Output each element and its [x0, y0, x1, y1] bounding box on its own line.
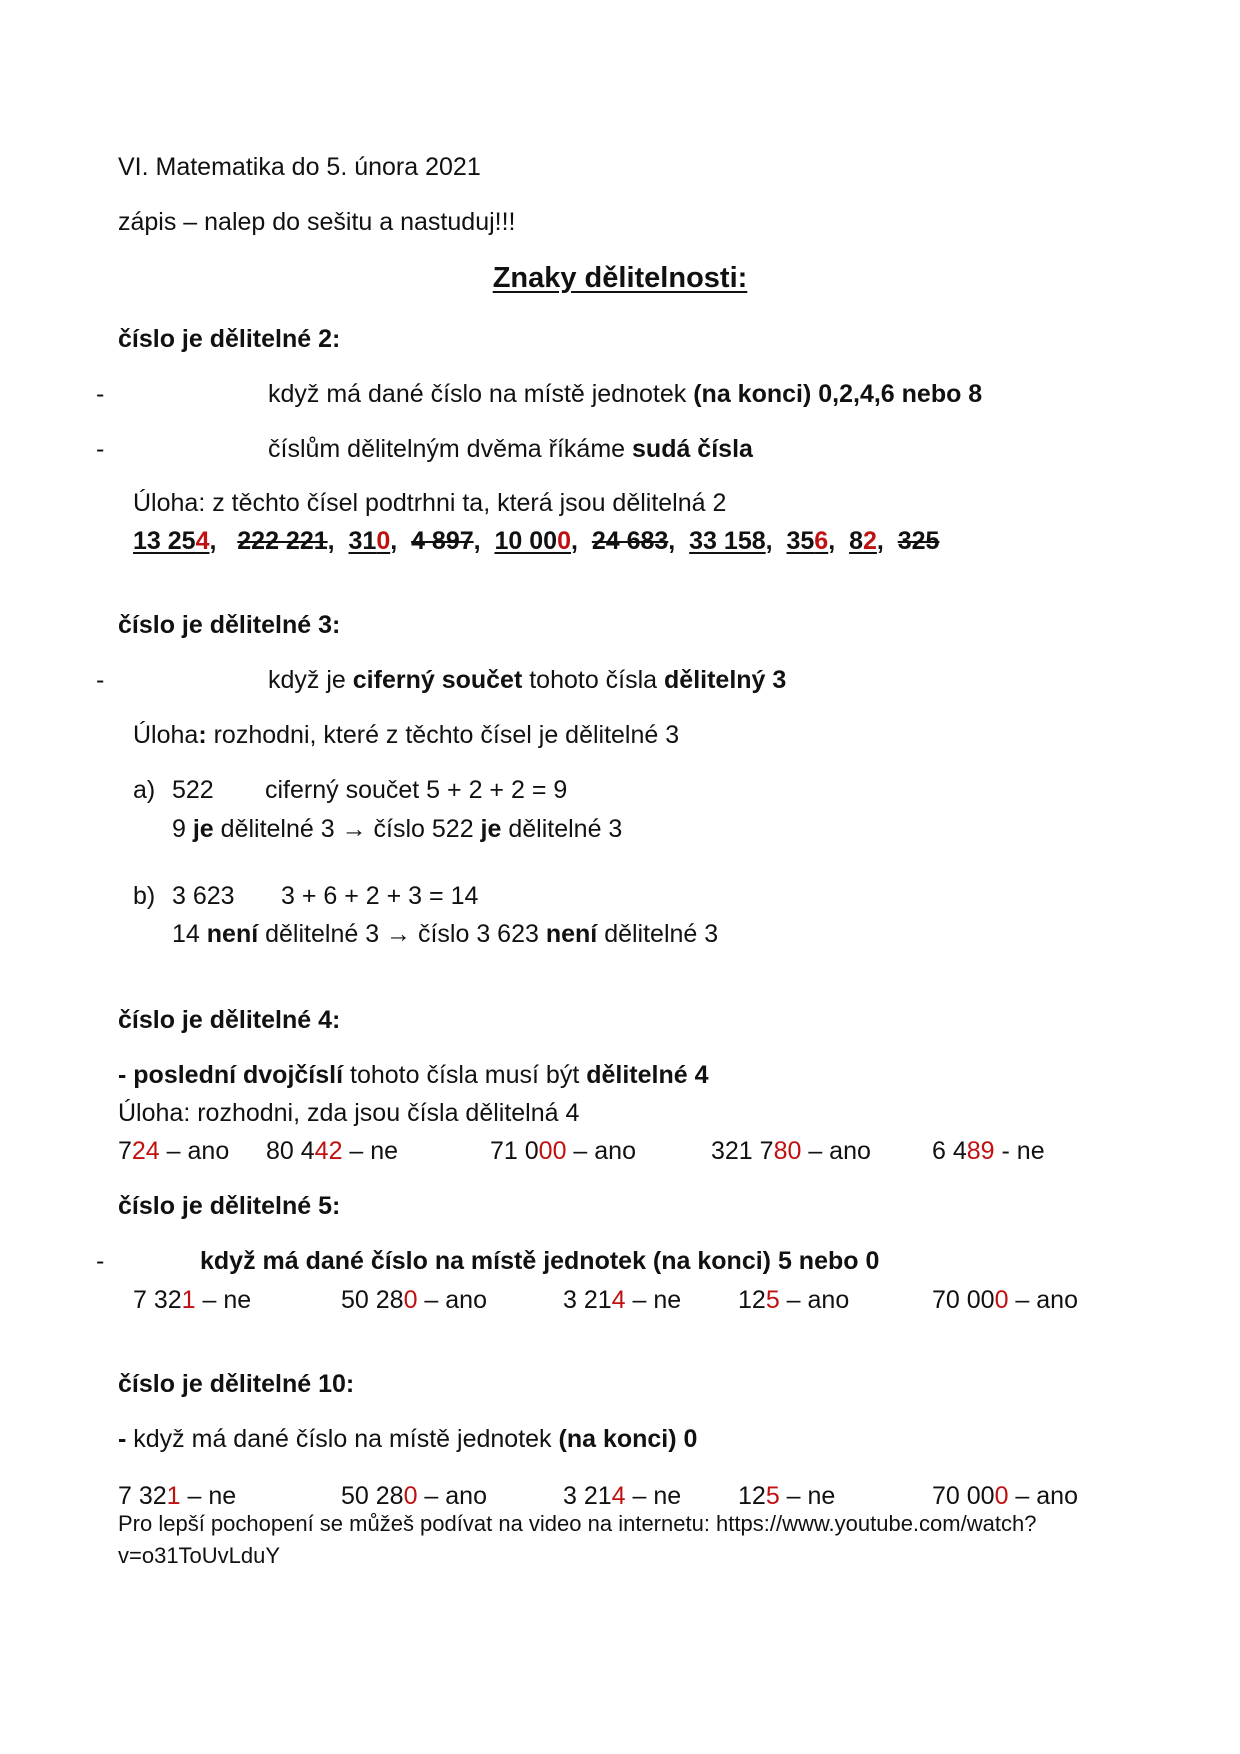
highlighted-digits: 1	[166, 1482, 181, 1510]
section-heading-3: číslo je dělitelné 3:	[118, 611, 341, 639]
last-digit: 2	[862, 527, 877, 555]
task-text: Úloha: rozhodni, které z těchto čísel je dělitelné 3	[133, 721, 680, 749]
example-a-number: 522	[172, 776, 214, 804]
last-digit: 6	[814, 527, 829, 555]
highlighted-digits: 5	[765, 1286, 780, 1314]
highlighted-digits: 1	[181, 1286, 196, 1314]
example-b-number: 3 623	[172, 882, 235, 910]
separator: ,	[876, 527, 884, 555]
separator: ,	[327, 527, 335, 555]
instruction-line: zápis – nalep do sešitu a nastuduj!!!	[118, 208, 516, 236]
last-digit: 0	[557, 527, 571, 555]
number-item: 13 254	[133, 527, 210, 555]
example-b-label: b)	[133, 882, 156, 910]
section-heading-2: číslo je dělitelné 2:	[118, 325, 341, 353]
answer-item: 50 280 – ano	[341, 1482, 487, 1510]
separator: ,	[390, 527, 398, 555]
example-a-result: 9 je dělitelné 3 → číslo 522 je dělitelné 3	[172, 815, 623, 843]
highlighted-digits: 0	[403, 1286, 418, 1314]
answer-item: 7 321 – ne	[118, 1482, 237, 1510]
last-digit: 0	[376, 527, 391, 555]
page-title: Znaky dělitelnosti:	[492, 262, 748, 294]
last-digit: 4	[195, 527, 210, 555]
highlighted-digits: 42	[314, 1137, 343, 1165]
highlighted-digits: 0	[403, 1482, 418, 1510]
separator: ,	[570, 527, 578, 555]
number-item: 33 158	[689, 527, 766, 555]
section-heading-4: číslo je dělitelné 4:	[118, 1006, 341, 1034]
rule-text: když má dané číslo na místě jednotek (na konci) 5 nebo 0	[200, 1247, 880, 1275]
highlighted-digits: 4	[611, 1482, 626, 1510]
rule-text: číslům dělitelným dvěma říkáme sudá čísla	[268, 435, 753, 463]
task-text: Úloha: rozhodni, zda jsou čísla dělitelná 4	[118, 1099, 580, 1127]
answer-item: 321 780 – ano	[711, 1137, 871, 1165]
highlighted-digits: 0	[994, 1286, 1009, 1314]
number-list	[133, 525, 939, 557]
rule-text: když má dané číslo na místě jednotek (na konci) 0,2,4,6 nebo 8	[268, 380, 983, 408]
number-item: 310	[348, 527, 391, 555]
answer-item: 7 321 – ne	[133, 1286, 252, 1314]
separator: ,	[828, 527, 836, 555]
answer-item: 125 – ano	[738, 1286, 850, 1314]
answer-item: 80 442 – ne	[266, 1137, 399, 1165]
bullet-dash: -	[96, 435, 105, 463]
separator: ,	[209, 527, 217, 555]
example-a-label: a)	[133, 776, 156, 804]
header-line: VI. Matematika do 5. února 2021	[118, 153, 481, 181]
number-item: 24 683	[591, 527, 669, 555]
highlighted-digits: 5	[765, 1482, 780, 1510]
bullet-dash: -	[96, 666, 105, 694]
example-b-result: 14 není dělitelné 3 → číslo 3 623 není dělitelné 3	[172, 920, 719, 948]
answer-item: 125 – ne	[738, 1482, 836, 1510]
number-item: 82	[849, 527, 877, 555]
answer-item: 50 280 – ano	[341, 1286, 487, 1314]
number-item: 325	[897, 527, 940, 555]
number-item: 222 221	[237, 527, 328, 555]
example-a-sum: ciferný součet 5 + 2 + 2 = 9	[265, 776, 568, 804]
rule-text: - poslední dvojčíslí tohoto čísla musí být dělitelné 4	[118, 1061, 709, 1089]
answer-item: 70 000 – ano	[932, 1286, 1078, 1314]
number-item: 4 897	[411, 527, 474, 555]
example-b-sum: 3 + 6 + 2 + 3 = 14	[281, 882, 479, 910]
separator: ,	[765, 527, 773, 555]
answer-item: 6 489 - ne	[932, 1137, 1045, 1165]
answer-item: 724 – ano	[118, 1137, 230, 1165]
number-item: 10 000	[494, 527, 571, 555]
answer-item: 71 000 – ano	[490, 1137, 636, 1165]
highlighted-digits: 0	[994, 1482, 1009, 1510]
answer-item: 70 000 – ano	[932, 1482, 1078, 1510]
separator: ,	[668, 527, 676, 555]
bullet-dash: -	[96, 380, 105, 408]
highlighted-digits: 00	[538, 1137, 567, 1165]
number-item: 356	[786, 527, 829, 555]
bullet-dash: -	[96, 1247, 105, 1275]
section-heading-10: číslo je dělitelné 10:	[118, 1370, 355, 1398]
highlighted-digits: 89	[966, 1137, 995, 1165]
section-heading-5: číslo je dělitelné 5:	[118, 1192, 341, 1220]
highlighted-digits: 24	[131, 1137, 160, 1165]
highlighted-digits: 4	[611, 1286, 626, 1314]
answer-item: 3 214 – ne	[563, 1286, 682, 1314]
footer-link[interactable]: v=o31ToUvLduY	[118, 1543, 281, 1568]
answer-item: 3 214 – ne	[563, 1482, 682, 1510]
task-text: Úloha: z těchto čísel podtrhni ta, která jsou dělitelná 2	[133, 489, 727, 517]
rule-text: - když má dané číslo na místě jednotek (na konci) 0	[118, 1425, 698, 1453]
separator: ,	[473, 527, 481, 555]
footer-text: Pro lepší pochopení se můžeš podívat na video na internetu: https://www.youtube.com/watch?	[118, 1511, 1037, 1536]
rule-text: když je ciferný součet tohoto čísla dělitelný 3	[268, 666, 787, 694]
highlighted-digits: 80	[773, 1137, 802, 1165]
